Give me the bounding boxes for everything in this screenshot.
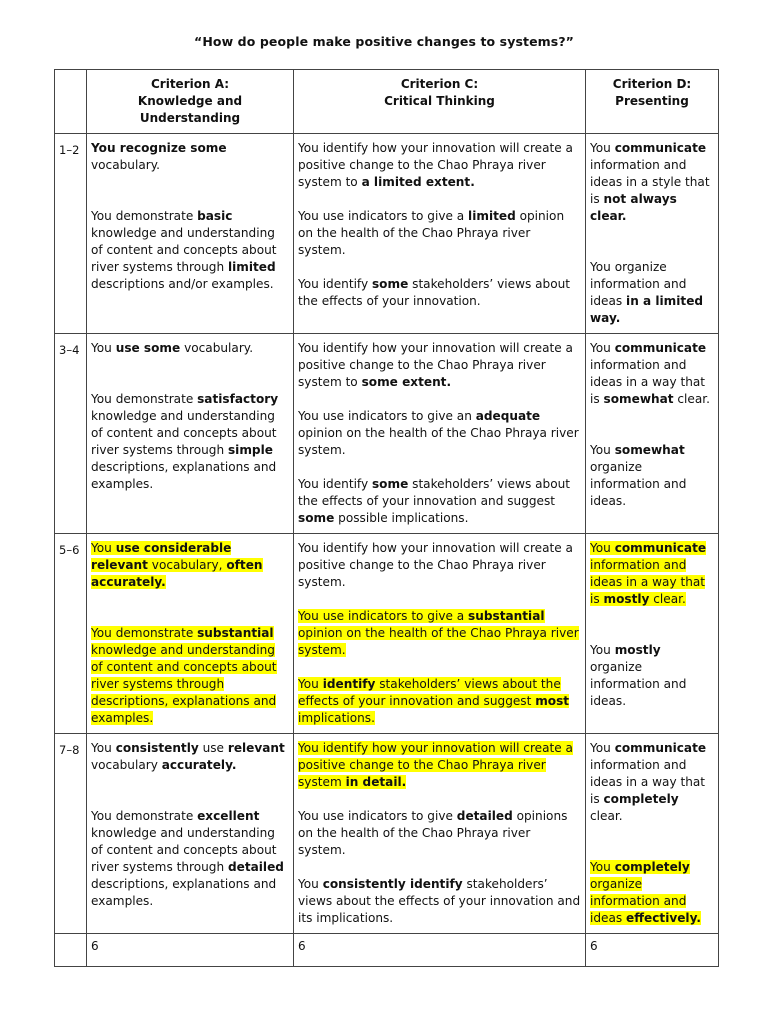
criterion-a-descriptor (87, 734, 294, 934)
descriptor-text: descriptions, explanations and examples. (91, 877, 277, 908)
descriptor-text: organize information and ideas (590, 877, 687, 925)
descriptor-paragraph (590, 540, 714, 608)
descriptor-text: vocabulary, (147, 558, 227, 572)
descriptor-text: information and ideas in a way that is (590, 558, 706, 606)
band-row (55, 734, 719, 934)
emphasis-text: communicate (614, 541, 707, 555)
descriptor-text: vocabulary. (180, 341, 254, 355)
descriptor-paragraph (91, 625, 289, 727)
descriptor-paragraph (298, 676, 581, 727)
descriptor-text: information and ideas in a way that is (590, 358, 706, 406)
band-row (55, 334, 719, 534)
descriptor-text: clear. (673, 392, 710, 406)
descriptor-paragraph (298, 608, 581, 659)
emphasis-text: substantial (468, 609, 545, 623)
emphasis-text: limited (468, 209, 516, 223)
descriptor-paragraph (91, 808, 289, 910)
descriptor-paragraph (91, 540, 289, 591)
descriptor-text: You (590, 541, 615, 555)
descriptor-text: You demonstrate (91, 809, 198, 823)
criterion-d-descriptor (586, 734, 719, 934)
descriptor-text: You identify how your innovation will create a positive change to the Chao Phraya river system. (298, 541, 573, 589)
emphasis-text: mostly (603, 592, 650, 606)
criterion-c-label: Criterion C: (400, 77, 479, 91)
descriptor-text: You use indicators to give a (298, 609, 469, 623)
descriptor-text: You (590, 860, 615, 874)
descriptor-paragraph (298, 876, 581, 927)
descriptor-text: use (198, 741, 228, 755)
emphasis-text: simple (227, 443, 273, 457)
criterion-c-descriptor (294, 734, 586, 934)
emphasis-text: not always clear. (590, 192, 677, 223)
descriptor-text: stakeholders’ views about the effects of your innovation and suggest (298, 477, 570, 508)
criterion-c-header (294, 70, 586, 134)
descriptor-text: You (590, 741, 615, 755)
emphasis-text: communicate (614, 341, 707, 355)
criterion-d-descriptor (586, 534, 719, 734)
emphasis-text: limited (227, 260, 276, 274)
criterion-a-descriptor (87, 334, 294, 534)
descriptor-text: You (91, 741, 116, 755)
descriptor-text: information and ideas in a style that is (590, 158, 710, 206)
descriptor-paragraph (298, 208, 581, 259)
criterion-c-max-score: 6 (294, 934, 586, 967)
descriptor-paragraph (91, 208, 289, 293)
emphasis-text: some (371, 277, 409, 291)
descriptor-text: You (590, 443, 615, 457)
criterion-c-descriptor (294, 134, 586, 334)
descriptor-text: You (298, 877, 323, 891)
emphasis-text: substantial (197, 626, 274, 640)
descriptor-text: descriptions, explanations and examples. (91, 460, 277, 491)
emphasis-text: use considerable relevant (91, 541, 232, 572)
descriptor-text: You identify how your innovation will create a positive change to the Chao Phraya river system to (298, 141, 573, 189)
descriptor-text: You demonstrate (91, 392, 198, 406)
descriptor-text: stakeholders’ views about the effects of your innovation and its implications. (298, 877, 581, 925)
descriptor-text: knowledge and understanding of content and concepts about river systems through (91, 409, 277, 457)
descriptor-paragraph (298, 140, 581, 191)
emphasis-text: consistently identify (322, 877, 463, 891)
descriptor-text: You organize information and ideas (590, 260, 687, 308)
descriptor-text: vocabulary. (91, 158, 160, 172)
descriptor-paragraph (298, 340, 581, 391)
criterion-c-descriptor (294, 334, 586, 534)
emphasis-text: detailed (227, 860, 284, 874)
descriptor-text: knowledge and understanding of content and concepts about river systems through (91, 226, 277, 274)
descriptor-paragraph (298, 808, 581, 859)
descriptor-text: You (298, 677, 323, 691)
band-label: 1–2 (55, 134, 87, 334)
descriptor-paragraph (91, 140, 289, 174)
criterion-a-descriptor (87, 534, 294, 734)
band-row (55, 134, 719, 334)
descriptor-text: You use indicators to give a (298, 209, 469, 223)
criterion-d-descriptor (586, 134, 719, 334)
criterion-c-name: Critical Thinking (384, 94, 495, 108)
rubric-title: “How do people make positive changes to systems?” (194, 34, 574, 49)
emphasis-text: mostly (614, 643, 661, 657)
descriptor-text: organize information and ideas. (590, 660, 687, 708)
emphasis-text: You recognize some (91, 141, 227, 155)
descriptor-paragraph (590, 642, 714, 710)
descriptor-text: You (590, 643, 615, 657)
emphasis-text: a limited extent. (361, 175, 475, 189)
emphasis-text: in detail. (345, 775, 407, 789)
emphasis-text: somewhat (603, 392, 674, 406)
emphasis-text: use some (115, 341, 181, 355)
descriptor-text: You identify (298, 477, 372, 491)
descriptor-paragraph (91, 391, 289, 493)
emphasis-text: accurately. (161, 758, 237, 772)
descriptor-paragraph (298, 408, 581, 459)
descriptor-text: You identify how your innovation will create a positive change to the Chao Phraya river system to (298, 341, 573, 389)
criterion-a-label: Criterion A: (150, 77, 230, 91)
score-band-cell (55, 934, 87, 967)
criterion-d-max-score: 6 (586, 934, 719, 967)
emphasis-text: detailed (456, 809, 513, 823)
descriptor-paragraph (590, 259, 714, 327)
descriptor-text: vocabulary (91, 758, 162, 772)
descriptor-text: opinion on the health of the Chao Phraya river system. (298, 426, 579, 457)
emphasis-text: often accurately. (91, 558, 263, 589)
band-row (55, 534, 719, 734)
score-row (55, 934, 719, 967)
descriptor-paragraph (298, 276, 581, 310)
emphasis-text: completely (603, 792, 679, 806)
descriptor-text: You use indicators to give an (298, 409, 476, 423)
descriptor-text: You identify (298, 277, 372, 291)
descriptor-text: You (91, 341, 116, 355)
descriptor-text: implications. (298, 711, 375, 725)
emphasis-text: effectively. (626, 911, 701, 925)
emphasis-text: basic (197, 209, 233, 223)
descriptor-text: stakeholders’ views about the effects of your innovation. (298, 277, 570, 308)
descriptor-text: You (91, 541, 116, 555)
descriptor-text: opinions on the health of the Chao Phraya river system. (298, 809, 568, 857)
emphasis-text: somewhat (614, 443, 685, 457)
descriptor-text: You (590, 341, 615, 355)
descriptor-paragraph (91, 740, 289, 774)
emphasis-text: most (535, 694, 570, 708)
criterion-a-descriptor (87, 134, 294, 334)
emphasis-text: communicate (614, 141, 707, 155)
band-label: 5–6 (55, 534, 87, 734)
descriptor-paragraph (298, 540, 581, 591)
descriptor-text: You use indicators to give (298, 809, 457, 823)
emphasis-text: relevant (227, 741, 285, 755)
criterion-d-descriptor (586, 334, 719, 534)
descriptor-paragraph (298, 476, 581, 527)
descriptor-text: knowledge and understanding of content and concepts about river systems through (91, 826, 277, 874)
descriptor-text: clear. (590, 809, 623, 823)
criterion-c-descriptor (294, 534, 586, 734)
descriptor-paragraph (590, 740, 714, 825)
descriptor-paragraph (298, 740, 581, 791)
descriptor-text: organize information and ideas. (590, 460, 687, 508)
descriptor-text: You (590, 141, 615, 155)
emphasis-text: communicate (614, 741, 707, 755)
band-label: 7–8 (55, 734, 87, 934)
criterion-a-max-score: 6 (87, 934, 294, 967)
descriptor-text: clear. (649, 592, 686, 606)
emphasis-text: in a limited way. (590, 294, 704, 325)
descriptor-text: opinion on the health of the Chao Phraya river system. (298, 209, 565, 257)
descriptor-text: stakeholders’ views about the effects of your innovation and suggest (298, 677, 561, 708)
emphasis-text: consistently (115, 741, 199, 755)
criterion-a-header (87, 70, 294, 134)
band-header-cell (55, 70, 87, 134)
descriptor-text: You demonstrate (91, 209, 198, 223)
criterion-d-name: Presenting (615, 94, 689, 108)
header-row (55, 70, 719, 134)
descriptor-paragraph (590, 140, 714, 225)
descriptor-text: knowledge and understanding of content and concepts about river systems through descriptions, explanations and examples. (91, 643, 277, 725)
criterion-d-label: Criterion D: (612, 77, 692, 91)
emphasis-text: some extent. (361, 375, 452, 389)
emphasis-text: identify (322, 677, 376, 691)
descriptor-paragraph (91, 340, 289, 357)
criterion-d-header (586, 70, 719, 134)
descriptor-text: You identify how your innovation will create a positive change to the Chao Phraya river system (298, 741, 573, 789)
band-label: 3–4 (55, 334, 87, 534)
descriptor-paragraph (590, 442, 714, 510)
criterion-a-name: Knowledge and Understanding (137, 94, 243, 125)
rubric-table (54, 69, 719, 967)
descriptor-text: opinion on the health of the Chao Phraya river system. (298, 626, 579, 657)
descriptor-paragraph (590, 340, 714, 408)
emphasis-text: excellent (197, 809, 260, 823)
emphasis-text: satisfactory (197, 392, 279, 406)
emphasis-text: adequate (475, 409, 541, 423)
descriptor-text: information and ideas in a way that is (590, 758, 706, 806)
descriptor-text: possible implications. (334, 511, 469, 525)
emphasis-text: some (298, 511, 335, 525)
descriptor-text: You demonstrate (91, 626, 198, 640)
descriptor-paragraph (590, 859, 714, 927)
emphasis-text: completely (614, 860, 690, 874)
emphasis-text: some (371, 477, 409, 491)
descriptor-text: descriptions and/or examples. (91, 277, 274, 291)
